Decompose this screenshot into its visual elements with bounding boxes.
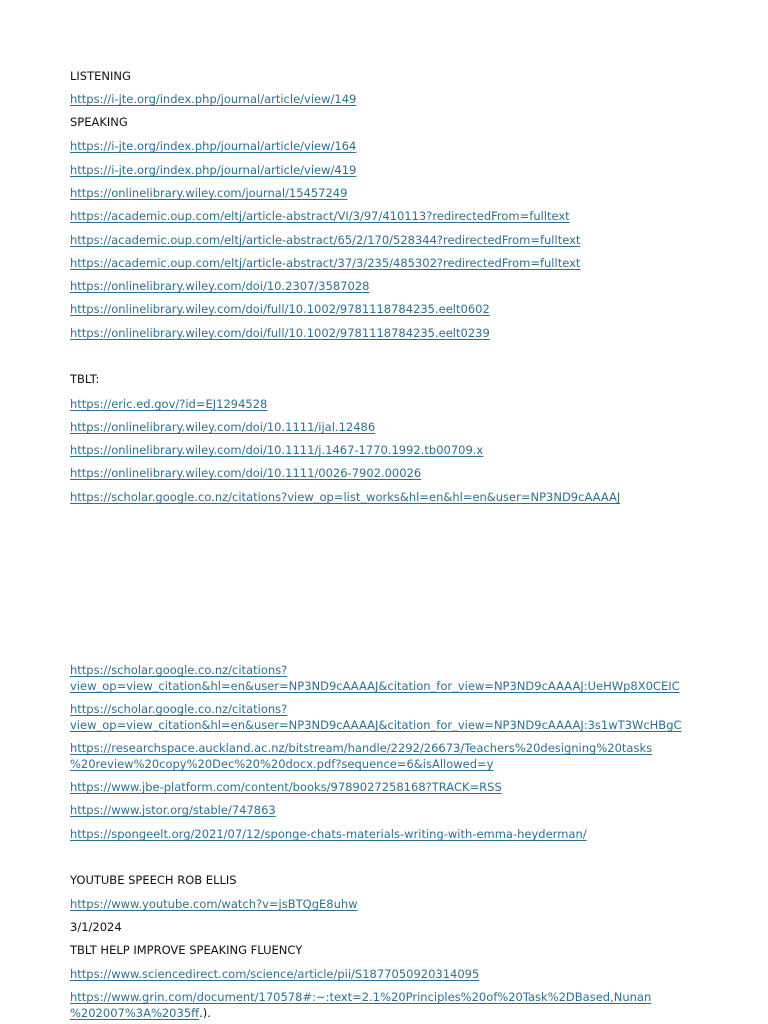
- heading-youtube: YOUTUBE SPEECH ROB ELLIS: [70, 873, 237, 887]
- heading-tblt-fluency: TBLT HELP IMPROVE SPEAKING FLUENCY: [70, 943, 303, 957]
- link-researchspace[interactable]: [70, 740, 652, 772]
- heading-speaking: SPEAKING: [70, 115, 128, 129]
- link-speaking-8[interactable]: https://onlinelibrary.wiley.com/doi/full/10.1002/9781118784235.eelt0602: [70, 302, 490, 316]
- link-speaking-3[interactable]: https://onlinelibrary.wiley.com/journal/15457249: [70, 186, 348, 200]
- link-scholar-citation-2[interactable]: [70, 701, 682, 733]
- link-scholar-citation-1[interactable]: [70, 662, 680, 694]
- link-tblt-1[interactable]: https://eric.ed.gov/?id=EJ1294528: [70, 397, 268, 411]
- link-youtube[interactable]: https://www.youtube.com/watch?v=jsBTQgE8uhw: [70, 897, 358, 911]
- link-grin-line2[interactable]: %202007%3A%2035ff: [70, 1006, 200, 1020]
- link-jstor[interactable]: https://www.jstor.org/stable/747863: [70, 803, 276, 817]
- link-tblt-4[interactable]: https://onlinelibrary.wiley.com/doi/10.1111/0026-7902.00026: [70, 466, 422, 480]
- link-jbe-platform[interactable]: https://www.jbe-platform.com/content/books/9789027258168?TRACK=RSS: [70, 780, 502, 794]
- link-speaking-7[interactable]: https://onlinelibrary.wiley.com/doi/10.2307/3587028: [70, 279, 370, 293]
- trailing-punctuation: .).: [199, 1006, 211, 1020]
- link-grin-line1[interactable]: https://www.grin.com/document/170578#:~:text=2.1%20Principles%20of%20Task%2DBased,Nunan: [70, 990, 652, 1004]
- link-speaking-5[interactable]: https://academic.oup.com/eltj/article-abstract/65/2/170/528344?redirectedFrom=fulltext: [70, 233, 581, 247]
- link-researchspace-line2[interactable]: %20review%20copy%20Dec%20%20docx.pdf?sequence=6&isAllowed=y: [70, 757, 494, 771]
- link-speaking-6[interactable]: https://academic.oup.com/eltj/article-abstract/37/3/235/485302?redirectedFrom=fulltext: [70, 256, 581, 270]
- link-scholar-citation-2-line2[interactable]: view_op=view_citation&hl=en&user=NP3ND9cAAAAJ&citation_for_view=NP3ND9cAAAAJ:3s1wT3WcHBgC: [70, 718, 682, 732]
- link-grin[interactable]: [70, 989, 651, 1021]
- heading-tblt: TBLT:: [70, 372, 100, 386]
- link-speaking-9[interactable]: https://onlinelibrary.wiley.com/doi/full/10.1002/9781118784235.eelt0239: [70, 326, 490, 340]
- link-tblt-2[interactable]: https://onlinelibrary.wiley.com/doi/10.1111/ijal.12486: [70, 420, 376, 434]
- link-scholar-citation-2-line1[interactable]: https://scholar.google.co.nz/citations?: [70, 702, 288, 716]
- link-speaking-4[interactable]: https://academic.oup.com/eltj/article-abstract/VI/3/97/410113?redirectedFrom=fulltext: [70, 209, 570, 223]
- link-scholar-citation-1-line2[interactable]: view_op=view_citation&hl=en&user=NP3ND9cAAAAJ&citation_for_view=NP3ND9cAAAAJ:UeHWp8X0CEIC: [70, 679, 680, 693]
- link-tblt-3[interactable]: https://onlinelibrary.wiley.com/doi/10.1111/j.1467-1770.1992.tb00709.x: [70, 443, 484, 457]
- link-tblt-5[interactable]: https://scholar.google.co.nz/citations?view_op=list_works&hl=en&hl=en&user=NP3ND9cAAAAJ: [70, 490, 621, 504]
- link-spongeelt[interactable]: https://spongeelt.org/2021/07/12/sponge-chats-materials-writing-with-emma-heyderman/: [70, 827, 587, 841]
- link-sciencedirect[interactable]: https://www.sciencedirect.com/science/article/pii/S1877050920314095: [70, 967, 480, 981]
- link-listening-1[interactable]: https://i-jte.org/index.php/journal/article/view/149: [70, 92, 357, 106]
- link-researchspace-line1[interactable]: https://researchspace.auckland.ac.nz/bitstream/handle/2292/26673/Teachers%20designing%20tasks: [70, 741, 653, 755]
- link-speaking-1[interactable]: https://i-jte.org/index.php/journal/article/view/164: [70, 139, 357, 153]
- link-scholar-citation-1-line1[interactable]: https://scholar.google.co.nz/citations?: [70, 663, 288, 677]
- date-text: 3/1/2024: [70, 920, 122, 934]
- heading-listening: LISTENING: [70, 69, 131, 83]
- link-speaking-2[interactable]: https://i-jte.org/index.php/journal/article/view/419: [70, 163, 357, 177]
